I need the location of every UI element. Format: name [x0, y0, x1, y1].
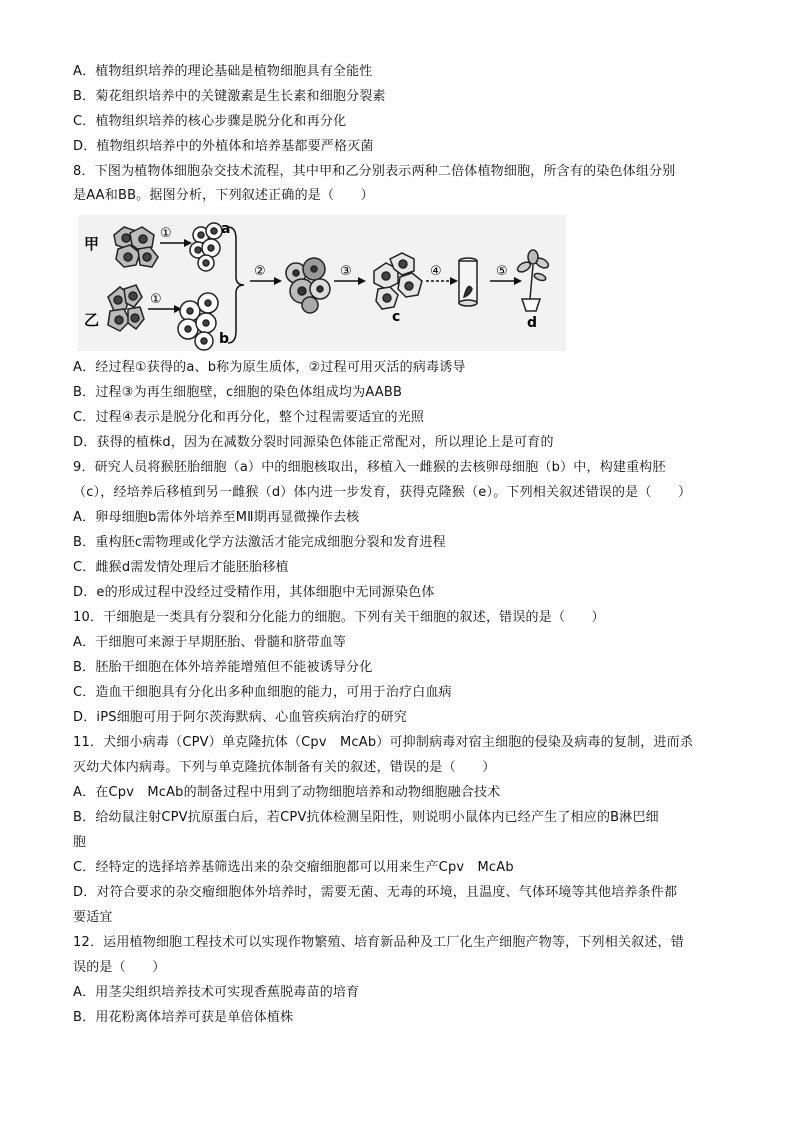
question-stem-8: 8．下图为植物体细胞杂交技术流程，其中甲和乙分别表示两种二倍体植物细胞，所含有的染色体组分别 — [73, 164, 676, 179]
step-1-top: ① — [160, 226, 172, 241]
option-line: D．获得的植株d，因为在减数分裂时同源染色体能正常配对，所以理论上是可育的 — [73, 435, 554, 450]
step-4: ④ — [430, 264, 442, 279]
label-b: b — [219, 331, 230, 347]
question-stem-11: 11．犬细小病毒（CPV）单克隆抗体（Cpv McAb）可抑制病毒对宿主细胞的侵染及病毒的复制，进而杀 — [73, 735, 694, 750]
cells-yi — [108, 285, 144, 331]
option-line: C．雌猴d需发情处理后才能胚胎移植 — [73, 560, 289, 575]
label-a: a — [221, 221, 231, 237]
cells-jia — [114, 227, 158, 267]
option-line-cont: 要适宜 — [73, 910, 113, 925]
option-line: C．造血干细胞具有分化出多种血细胞的能力，可用于治疗白血病 — [73, 685, 452, 700]
question-stem-8-cont: 是AA和BB。据图分析，下列叙述正确的是（ ） — [73, 188, 374, 203]
question-stem-9: 9．研究人员将猴胚胎细胞（a）中的细胞核取出，移植入一雌猴的去核卵母细胞（b）中，构建重构胚 — [73, 460, 666, 475]
cell-fusion-diagram — [78, 215, 566, 351]
question-stem-12-cont: 误的是（ ） — [73, 960, 166, 975]
option-line: A．经过程①获得的a、b称为原生质体，②过程可用灭活的病毒诱导 — [73, 360, 466, 375]
label-jia: 甲 — [84, 235, 100, 253]
label-d: d — [527, 315, 538, 331]
option-line: B．胚胎干细胞在体外培养能增殖但不能被诱导分化 — [73, 660, 373, 675]
question-stem-10: 10．干细胞是一类具有分裂和分化能力的细胞。下列有关干细胞的叙述，错误的是（ ） — [73, 610, 605, 625]
option-line: C．经特定的选择培养基筛选出来的杂交瘤细胞都可以用来生产Cpv McAb — [73, 860, 514, 875]
option-line: A．卵母细胞b需体外培养至MⅡ期再显微操作去核 — [73, 510, 360, 525]
question-stem-9-cont: （c），经培养后移植到另一雌猴（d）体内进一步发育，获得克隆猴（e）。下列相关叙述错误的是（ ） — [73, 485, 692, 500]
option-line: B．给幼鼠注射CPV抗原蛋白后，若CPV抗体检测呈阳性，则说明小鼠体内已经产生了相应的B淋巴细 — [73, 810, 659, 825]
option-line: D．iPS细胞可用于阿尔茨海默病、心血管疾病治疗的研究 — [73, 710, 408, 725]
step-3: ③ — [340, 264, 352, 279]
option-line: D．e的形成过程中没经过受精作用，其体细胞中无同源染色体 — [73, 585, 435, 600]
option-line: A．在Cpv McAb的制备过程中用到了动物细胞培养和动物细胞融合技术 — [73, 785, 501, 800]
option-line: C．植物组织培养的核心步骤是脱分化和再分化 — [73, 114, 347, 129]
question-stem-11-cont: 灭幼犬体内病毒。下列与单克隆抗体制备有关的叙述，错误的是（ ） — [73, 760, 496, 775]
option-line: C．过程④表示是脱分化和再分化，整个过程需要适宜的光照 — [73, 410, 425, 425]
option-line: B．重构胚c需物理或化学方法激活才能完成细胞分裂和发育进程 — [73, 535, 446, 550]
step-1-bottom: ① — [150, 292, 162, 307]
option-line: B．菊花组织培养中的关键激素是生长素和细胞分裂素 — [73, 89, 386, 104]
label-c: c — [392, 309, 401, 325]
step-5: ⑤ — [496, 264, 508, 279]
option-line-cont: 胞 — [73, 835, 87, 850]
label-yi: 乙 — [84, 311, 100, 329]
option-line: D．植物组织培养中的外植体和培养基都要严格灭菌 — [73, 139, 374, 154]
option-line: A．用茎尖组织培养技术可实现香蕉脱毒苗的培育 — [73, 985, 360, 1000]
question-stem-12: 12．运用植物细胞工程技术可以实现作物繁殖、培育新品种及工厂化生产细胞产物等，下列相关叙述，错 — [73, 935, 684, 950]
option-line: A．干细胞可来源于早期胚胎、骨髓和脐带血等 — [73, 635, 347, 650]
option-line: B．过程③为再生细胞壁，c细胞的染色体组成均为AABB — [73, 385, 403, 400]
option-line: D．对符合要求的杂交瘤细胞体外培养时，需要无菌、无毒的环境，且温度、气体环境等其他培养条件都 — [73, 885, 678, 900]
step-2: ② — [254, 264, 266, 279]
option-line: B．用花粉离体培养可获是单倍体植株 — [73, 1010, 294, 1025]
option-line: A．植物组织培养的理论基础是植物细胞具有全能性 — [73, 64, 373, 79]
culture-vial — [459, 258, 477, 306]
